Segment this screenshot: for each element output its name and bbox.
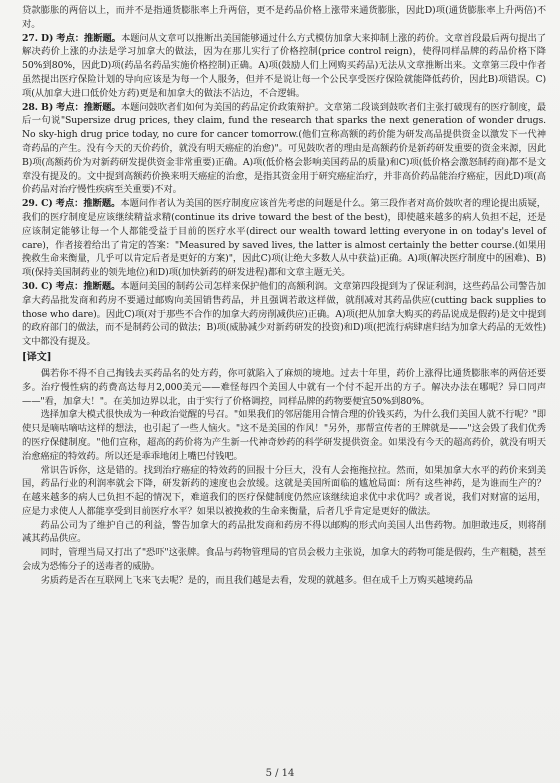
answer-30 <box>22 280 546 349</box>
continuation-text: 贷款膨胀的两倍以上，而并不是指通货膨胀率上升两倍，更不是药品价格上涨带来通货膨胀，因此D)项(通货膨胀率上升两倍)不对。 <box>22 5 546 30</box>
answer-28 <box>22 101 546 198</box>
translation-paragraph: 选择加拿大模式很快成为一种政治觉醒的号召。"如果我们的邻居能用合情合理的价钱买药，为什么我们美国人就不行呢？"即使只是嘀咕嘀咕这样的想法，也引起了一些人恼火。"这不是美国的作风！"另外，那帮宣传者的王牌就是——"这会毁了我们优秀的医疗保健制度。"他们宣称，超高的药价将为产生新一代神奇妙药的科学研发提供资金。如果没有今天的超高药价，就没有明天治愈癌症的特效药。所以还是乖乖地闭上嘴巴付钱吧。 <box>22 409 546 462</box>
answer-label: 考点：推断题。 <box>55 280 121 292</box>
answer-paragraph <box>22 101 546 198</box>
answer-label: 考点：推断题。 <box>56 101 121 113</box>
answer-text: 本题问从文章可以推断出美国能够通过什么方式模仿加拿大来抑制上涨的药价。文章首段最后两句提出了解决药价上涨的办法是学习加拿大的做法，因为在那儿实行了价格控制(price control reign)，使得同样品牌的药品价格下降50%到80%，因此D)项(药品名药品实施价格控制)正确。A)项(鼓励人们上网购买药品)无法从文章推断出来。文章第三段中作者虽然提出医疗保险计划的导向应该是为每一个人服务，但并不是说让每一个公民享受医疗保险就能降低药价，因此B)项错误。C)项(从加拿大进口低价处方药)更是和加拿大的做法不沾边，不合逻辑。 <box>22 32 547 99</box>
question-number: 29. C) <box>22 198 53 210</box>
translation-paragraph: 常识告诉你，这是错的。找到治疗癌症的特效药的回报十分巨大，没有人会拖拖拉拉。然而，如果加拿大水平的药价来到美国，药品行业的利润率就会下降，研发新药的速度也会放缓。这就是美国所面临的尴尬局面：所有这些神药，是为谁而生产的？在越来越多的病人已负担不起的情况下，难道我们的医疗保健制度仍然应该继续追求优中求优吗？或者说，我们对财富的运用，应是力求使人人都能享受到目前医疗水平？如果以被挽救的生命来衡量，后者几乎肯定是更好的做法。 <box>22 464 546 517</box>
question-number: 28. B) <box>22 101 54 113</box>
translation-header: [译文] <box>22 351 52 363</box>
answer-paragraph <box>22 32 546 101</box>
answer-text: 本题问鼓吹者们如何为美国的药品定价政策辩护。文章第二段谈到鼓吹者们主张打破现有的医疗制度，最后一句说"Supersize drug prices, they claim, fund the research that sparks the next generation of wonder drugs. No sky-high drug price today, no cure for cancer tomorrow.(他们宣称高额的药价能为研发高品提供资金以激发下一代神奇药品的产生。没有今天的天价药价，就没有明天癌症的治愈)"。可见鼓吹者的理由是高额药价是新药研发重要的资金来源，因此B)项(高额药价为对新药研发提供资金非常重要)正确。A)项(低价格会影响美国药品的质量)和C)项(低价格会激怒制药商)都不是文章没有提及的。文中提到高额药价换来明天癌症的治愈，是指其资金用于研究癌症治疗，并非高价药品能治疗癌症，因此D)项(高价药品对治疗慢性疾病至关重要)不对。 <box>22 101 546 196</box>
page-number: 5 / 14 <box>265 768 295 779</box>
question-number: 30. C) <box>22 280 53 292</box>
answer-label: 考点：推断题。 <box>56 32 121 44</box>
answer-27 <box>22 32 546 101</box>
answer-paragraph <box>22 280 546 349</box>
translation-paragraph: 药品公司为了维护自己的利益，警告加拿大的药品批发商和药房不得以邮购的形式向美国人出售药物。加胆敢违反，则将削减其药品供应。 <box>22 519 546 545</box>
answer-text: 本题问作者认为美国的医疗制度应该首先考虑的问题是什么。第三段作者对高价鼓吹者的理论提出质疑，我们的医疗制度是应该继续精益求精(continue its drive toward the best of the best)，即使越来越多的病人负担不起，还是应该制定能够让每一个人都能受益于目前的医疗水平(direct our wealth toward letting everyone in on today's level of care)，作者接着给出了肯定的答案："Measured by saved lives, the latter is almost certainly the better course.(如果用挽救生命来衡量，几乎可以肯定后者是更好的方案)"，因此C)项(让绝大多数人从中获益)正确。A)项(解决医疗制度中的困难)、B)项(保持美国制药业的领先地位)和D)项(加快新药的研发进程)都和文章主题无关。 <box>22 198 546 279</box>
answer-text: 本题问美国的制药公司怎样来保护他们的高额利润。文章第四段提到为了保证利润，这些药品公司警告加拿大药品批发商和药房不要通过邮购向美国销售药品，并且强调若敢这样做，就削减对其药品供应(cutting back supplies to those who dare)。因此C)项(对于那些不合作的加拿大药房削减供应)正确。A)项(把从加拿大购买的药品说成是假药)是文中提到的政府部门的做法，而不是制药公司的做法；B)项(威胁减少对新药研发的投资)和D)项(把流行病肆虐归结为加拿大药品的无效性)文中都没有提及。 <box>22 280 546 348</box>
translation-paragraph: 同时，管理当局又打出了"恐吓"这张牌。食品与药物管理局的官员会极力主张说，加拿大的药物可能是假药，生产粗糙，甚至会成为恐怖分子的送毒者的威胁。 <box>22 547 546 573</box>
translation-paragraph: 偶若你不得不自己掏钱去买药品名的处方药，你可就陷入了麻烦的境地。过去十年里，药价上涨得比通货膨胀率的两倍还要多。治疗慢性病的药费高达每月2,000美元——难怪每四个美国人中就有一个付不起开出的方子。解决办法在哪呢？异口同声——"看，加拿大！"。在美加边界以北，由于实行了价格调控，同样品牌的药物要便宜50%到80%。 <box>22 367 546 407</box>
answer-paragraph <box>22 197 546 280</box>
answer-29 <box>22 197 546 280</box>
answer-label: 考点：推断题。 <box>55 198 121 210</box>
translation-paragraph: 劣质药是否在互联网上飞来飞去呢？是的，而且我们越是去看，发现的就越多。但在成千上万购买越境药品 <box>40 574 473 586</box>
question-number: 27. D) <box>22 32 54 44</box>
